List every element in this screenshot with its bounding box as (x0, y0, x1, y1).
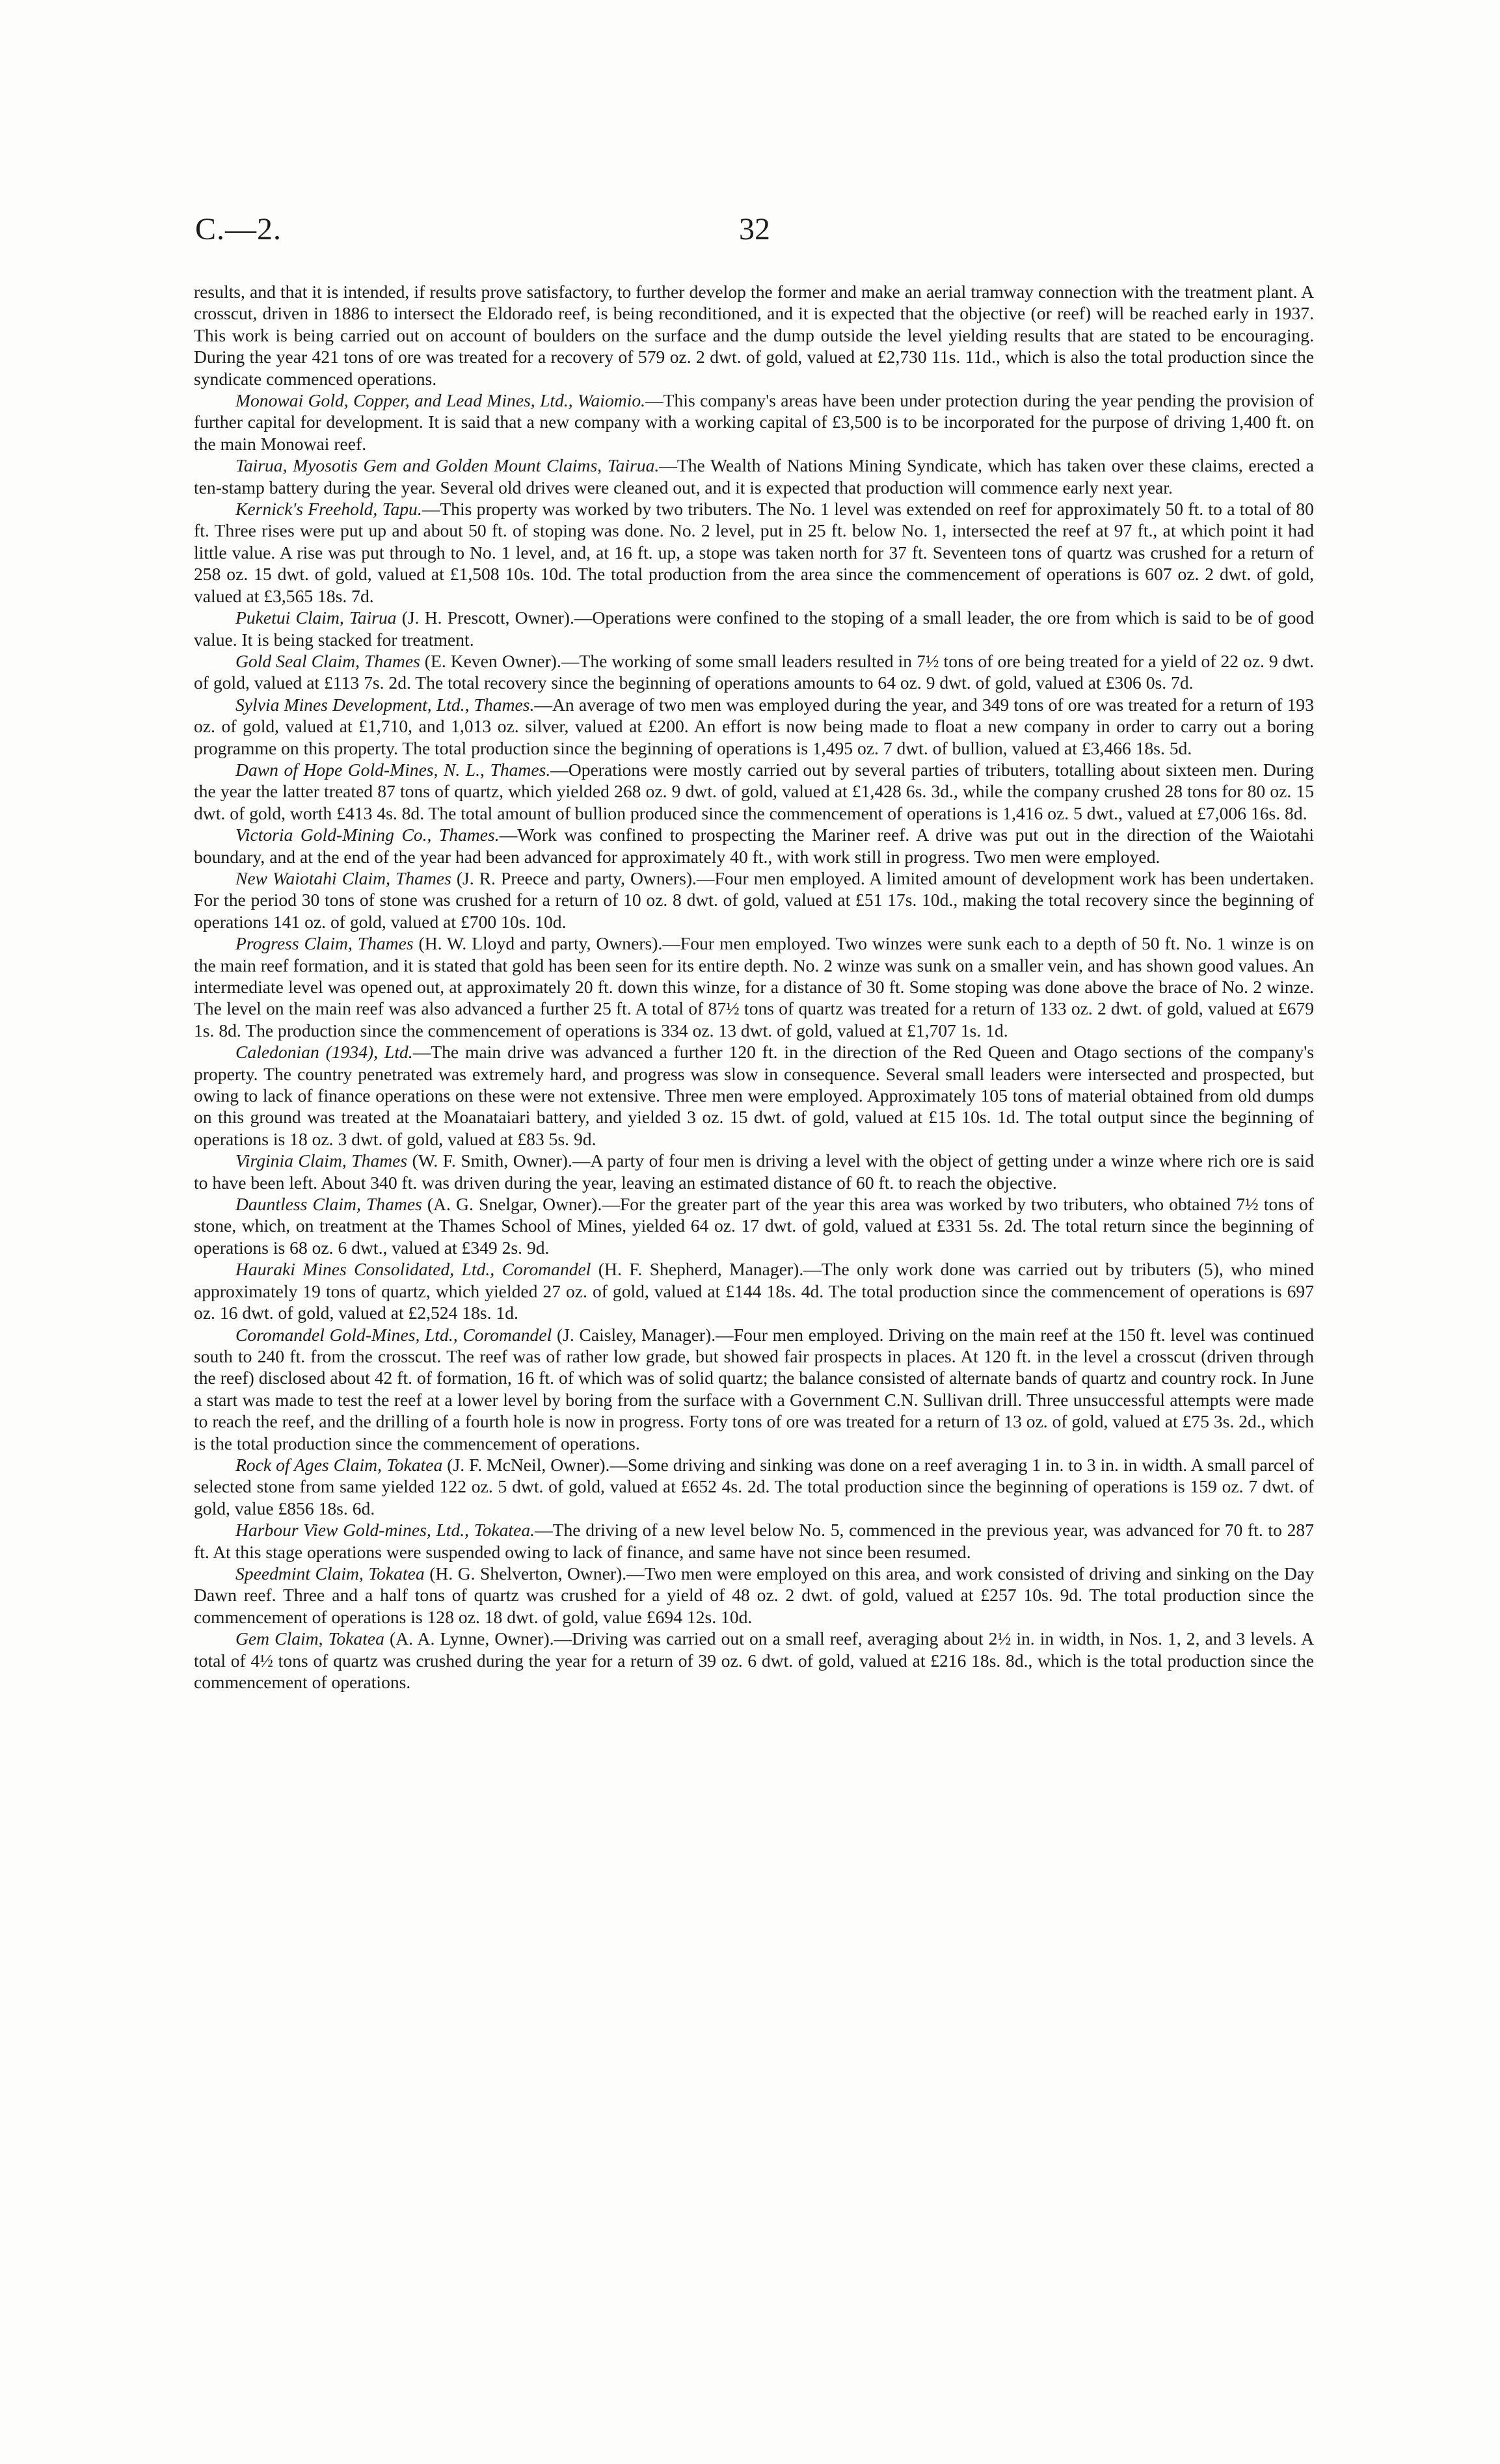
paragraph (194, 694, 1314, 759)
paragraph (194, 824, 1314, 868)
paragraph-heading: Tairua, Myosotis Gem and Golden Mount Claims, Tairua. (235, 455, 660, 476)
paragraph-text: (J. R. Preece and party, Owners).—Four men employed. A limited amount of development work has been undertaken. For the period 30 tons of stone was crushed for a return of 10 oz. 8 dwt. of gold, valued at £51 17s. 10d., making the total recovery since the beginning of operations 141 oz. of gold, valued at £700 10s. 10d. (194, 868, 1314, 932)
paragraph-text: —Work was confined to prospecting the Mariner reef. A drive was put out in the direction of the Waiotahi boundary, and at the end of the year had been advanced for approximately 40 ft., with work still in progress. Two men were employed. (194, 825, 1314, 867)
paragraph (194, 281, 1314, 390)
paragraph-heading: Sylvia Mines Development, Ltd., Thames. (235, 694, 535, 715)
paragraph-text: (H. F. Shepherd, Manager).—The only work done was carried out by tributers (5), who mined approximately 19 tons of quartz, which yielded 27 oz. of gold, valued at £144 18s. 4d. The total production since the commencement of operations is 697 oz. 16 dwt. of gold, valued at £2,524 18s. 1d. (194, 1259, 1315, 1323)
paragraph-text: —This property was worked by two tributers. The No. 1 level was extended on reef for approximately 50 ft. to a total of 80 ft. Three rises were put up and about 50 ft. of stoping was done. No. 2 level, put in 25 ft. below No. 1, intersected the reef at 97 ft., at which point it had little value. A rise was put through to No. 1 level, and, at 16 ft. up, a stope was taken north for 37 ft. Seventeen tons of quartz was crushed for a return of 258 oz. 15 dwt. of gold, valued at £1,508 10s. 10d. The total production from the area since the commencement of operations is 607 oz. 2 dwt. of gold, valued at £3,565 18s. 7d. (194, 499, 1314, 606)
paragraph (194, 1563, 1314, 1628)
paragraph-text: —The Wealth of Nations Mining Syndicate, which has taken over these claims, erected a ten-stamp battery during the year. Several old drives were cleaned out, and it is expected that production will commence early next year. (194, 455, 1314, 497)
paragraph-text: (E. Keven Owner).—The working of some small leaders resulted in 7½ tons of ore being treated for a yield of 22 oz. 9 dwt. of gold, valued at £113 7s. 2d. The total recovery since the beginning of operations amounts to 64 oz. 9 dwt. of gold, valued at £306 0s. 7d. (194, 650, 1314, 693)
paragraph-text: (J. F. McNeil, Owner).—Some driving and sinking was done on a reef averaging 1 in. to 3 in. in width. A small parcel of selected stone from same yielded 122 oz. 5 dwt. of gold, valued at £652 4s. 2d. The total production since the beginning of operations is 159 oz. 7 dwt. of gold, value £856 18s. 6d. (194, 1454, 1314, 1518)
paragraph (194, 1150, 1314, 1193)
paragraph-heading: Gold Seal Claim, Thames (235, 650, 420, 671)
paragraph-text: (A. G. Snelgar, Owner).—For the greater part of the year this area was worked by two tributers, who obtained 7½ tons of stone, which, on treatment at the Thames School of Mines, yielded 64 oz. 17 dwt. of gold, valued at £331 5s. 2d. The total return since the beginning of operations is 68 oz. 6 dwt., valued at £349 2s. 9d. (194, 1194, 1314, 1258)
paragraph-heading: Dauntless Claim, Thames (235, 1194, 422, 1215)
paragraph-text: (J. H. Prescott, Owner).—Operations were confined to the stoping of a small leader, the ore from which is said to be of good value. It is being stacked for treatment. (194, 607, 1314, 650)
paragraph (194, 1519, 1314, 1563)
paragraph (194, 1628, 1314, 1693)
paragraph-text: —The driving of a new level below No. 5, commenced in the previous year, was advanced for 70 ft. to 287 ft. At this stage operations were suspended owing to lack of finance, and same have not since been resumed. (194, 1520, 1314, 1562)
paragraph-text: (H. W. Lloyd and party, Owners).—Four men employed. Two winzes were sunk each to a depth of 50 ft. No. 1 winze is on the main reef formation, and it is stated that gold has been seen for its entire depth. No. 2 winze was sunk on a smaller vein, and has shown good values. An intermediate level was opened out, at approximately 20 ft. down this winze, for a distance of 30 ft. Some stoping was done above the brace of No. 2 winze. The level on the main reef was also advanced a further 25 ft. A total of 87½ tons of quartz was treated for a return of 133 oz. 2 dwt. of gold, valued at £679 1s. 8d. The production since the commencement of operations is 334 oz. 13 dwt. of gold, valued at £1,707 1s. 1d. (194, 933, 1315, 1040)
paragraph-heading: Puketui Claim, Tairua (235, 607, 397, 628)
paragraph-text: —This company's areas have been under protection during the year pending the provision of further capital for development. It is said that a new company with a working capital of £3,500 is to be incorporated for the purpose of driving 1,400 ft. on the main Monowai reef. (194, 390, 1314, 454)
paragraph-text: —Operations were mostly carried out by several parties of tributers, totalling about sixteen men. During the year the latter treated 87 tons of quartz, which yielded 268 oz. 9 dwt. of gold, valued at £1,428 6s. 3d., while the company crushed 28 tons for 80 oz. 15 dwt. of gold, worth £413 4s. 8d. The total amount of bullion produced since the commencement of operations is 1,416 oz. 5 dwt., valued at £7,006 16s. 8d. (194, 759, 1314, 823)
paragraph-heading: Dawn of Hope Gold-Mines, N. L., Thames. (235, 759, 551, 780)
paragraph (194, 1258, 1314, 1323)
document-code: C.—2. (195, 212, 282, 246)
paragraph (194, 650, 1314, 694)
paragraph-heading: Gem Claim, Tokatea (235, 1628, 384, 1649)
paragraph-heading: Victoria Gold-Mining Co., Thames. (235, 825, 500, 845)
paragraph (194, 455, 1314, 498)
paragraph-heading: Virginia Claim, Thames (235, 1150, 408, 1171)
paragraph (194, 607, 1314, 650)
paragraph-text: results, and that it is intended, if results prove satisfactory, to further develop the former and make an aerial tramway connection with the treatment plant. A crosscut, driven in 1886 to intersect the Eldorado reef, is being reconditioned, and it is expected that the objective (or reef) will be reached early in 1937. This work is being carried out on account of boulders on the surface and the dump outside the level yielding results that are stated to be encouraging. During the year 421 tons of ore was treated for a recovery of 579 oz. 2 dwt. of gold, valued at £2,730 11s. 11d., which is also the total production since the syndicate commenced operations. (194, 282, 1314, 389)
paragraph-heading: Monowai Gold, Copper, and Lead Mines, Ltd., Waiomio. (235, 390, 646, 411)
paragraph-text: —An average of two men was employed during the year, and 349 tons of ore was treated for a return of 193 oz. of gold, valued at £1,710, and 1,013 oz. silver, valued at £200. An effort is now being made to float a new company in order to carry out a boring programme on this property. The total production since the beginning of operations is 1,495 oz. 7 dwt. of bullion, valued at £3,466 18s. 5d. (194, 694, 1315, 758)
paragraph (194, 1454, 1314, 1519)
paragraph-text: (J. Caisley, Manager).—Four men employed. Driving on the main reef at the 150 ft. level was continued south to 240 ft. from the crosscut. The reef was of rather low grade, but showed fair prospects in places. At 120 ft. in the level a crosscut (driven through the reef) disclosed about 42 ft. of formation, 16 ft. of which was of solid quartz; the balance consisted of alternate bands of quartz and country rock. In June a start was made to test the reef at a lower level by boring from the surface with a Government C.N. Sullivan drill. Three unsuccessful attempts were made to reach the reef, and the drilling of a fourth hole is now in progress. Forty tons of ore was treated for a return of 13 oz. of gold, valued at £75 3s. 2d., which is the total production since the commencement of operations. (194, 1324, 1314, 1453)
paragraph (194, 1041, 1314, 1150)
paragraph (194, 933, 1314, 1041)
page-number: 32 (739, 212, 770, 246)
paragraph-text: —The main drive was advanced a further 120 ft. in the direction of the Red Queen and Otago sections of the company's property. The country penetrated was extremely hard, and progress was slow in consequence. Several small leaders were intersected and prospected, but owing to lack of finance operations on these were not extensive. Three men were employed. Approximately 105 tons of material obtained from old dumps on this ground was treated at the Moanataiari battery, and yielded 3 oz. 15 dwt. of gold, valued at £15 10s. 1d. The total output since the beginning of operations is 18 oz. 3 dwt. of gold, valued at £83 5s. 9d. (194, 1042, 1314, 1149)
paragraph (194, 390, 1314, 455)
paragraph-text: (A. A. Lynne, Owner).—Driving was carried out on a small reef, averaging about 2½ in. in width, in Nos. 1, 2, and 3 levels. A total of 4½ tons of quartz was crushed during the year for a return of 39 oz. 6 dwt. of gold, valued at £216 18s. 8d., which is the total production since the commencement of operations. (194, 1628, 1315, 1692)
paragraph-heading: Coromandel Gold-Mines, Ltd., Coromandel (235, 1324, 552, 1345)
paragraph (194, 1324, 1314, 1454)
paragraph-heading: Speedmint Claim, Tokatea (235, 1563, 425, 1583)
paragraph (194, 498, 1314, 607)
paragraph-heading: Kernick's Freehold, Tapu. (235, 499, 422, 520)
paragraph-heading: New Waiotahi Claim, Thames (235, 868, 451, 888)
paragraph-text: (H. G. Shelverton, Owner).—Two men were employed on this area, and work consisted of driving and sinking on the Day Dawn reef. Three and a half tons of quartz was crushed for a yield of 48 oz. 2 dwt. of gold, valued at £257 10s. 9d. The total production since the commencement of operations is 128 oz. 18 dwt. of gold, value £694 12s. 10d. (194, 1563, 1314, 1627)
paragraph (194, 868, 1314, 933)
paragraph-text: (W. F. Smith, Owner).—A party of four men is driving a level with the object of getting under a winze where rich ore is said to have been left. About 340 ft. was driven during the year, leaving an estimated distance of 60 ft. to reach the objective. (194, 1150, 1314, 1193)
paragraph (194, 1193, 1314, 1258)
paragraph-heading: Progress Claim, Thames (235, 933, 414, 954)
paragraph-heading: Harbour View Gold-mines, Ltd., Tokatea. (235, 1520, 535, 1541)
report-body (194, 281, 1314, 1693)
paragraph-heading: Hauraki Mines Consolidated, Ltd., Coromandel (235, 1259, 591, 1280)
paragraph-heading: Caledonian (1934), Ltd. (235, 1042, 413, 1063)
paragraph (194, 759, 1314, 824)
paragraph-heading: Rock of Ages Claim, Tokatea (235, 1454, 443, 1475)
